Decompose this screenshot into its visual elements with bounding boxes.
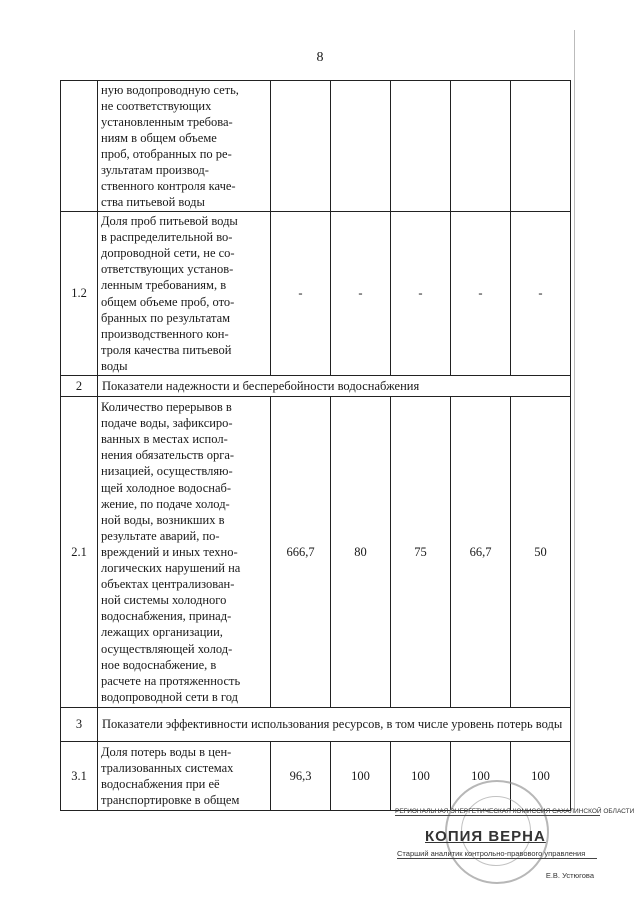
value-cell <box>451 81 511 212</box>
stamp-signer: Е.В. Устюгова <box>545 871 594 880</box>
value-cell: 66,7 <box>451 397 511 708</box>
value-cell <box>391 81 451 212</box>
value-cell: - <box>271 212 331 376</box>
value-cell: 100 <box>331 742 391 811</box>
value-cell: 100 <box>451 742 511 811</box>
section-row <box>61 376 571 397</box>
value-cell <box>331 81 391 212</box>
section-title: Показатели эффективности использования ресурсов, в том числе уровень потерь воды <box>98 708 571 742</box>
row-number <box>61 81 98 212</box>
row-description: Доля проб питьевой воды в распределительной во- допроводной сети, не со- ответствующих установ- ленным требованиям, в общем объеме проб, ото- бранных по результатам производственного кон- троля качества питьевой воды <box>98 212 271 376</box>
indicators-table <box>60 80 571 811</box>
value-cell: - <box>451 212 511 376</box>
value-cell: 75 <box>391 397 451 708</box>
value-cell: 96,3 <box>271 742 331 811</box>
value-cell: - <box>391 212 451 376</box>
row-number: 3.1 <box>61 742 98 811</box>
row-number: 3 <box>61 708 98 742</box>
section-title: Показатели надежности и бесперебойности водоснабжения <box>98 376 571 397</box>
row-number: 2.1 <box>61 397 98 708</box>
row-description: ную водопроводную сеть, не соответствующих установленным требова- ниям в общем объеме проб, отобранных по ре- зультатам производ- ственного контроля каче- ства питьевой воды <box>98 81 271 212</box>
stamp-organization: РЕГИОНАЛЬНАЯ ЭНЕРГЕТИЧЕСКАЯ КОМИССИЯ САХАЛИНСКОЙ ОБЛАСТИ <box>395 808 635 815</box>
value-cell: 666,7 <box>271 397 331 708</box>
table-row <box>61 212 571 376</box>
certification-stamp <box>395 808 635 888</box>
table-row <box>61 81 571 212</box>
value-cell: 80 <box>331 397 391 708</box>
table-row <box>61 397 571 708</box>
margin-line <box>574 30 575 810</box>
value-cell: - <box>511 212 571 376</box>
stamp-position: Старший аналитик контрольно-правового управления <box>397 849 597 859</box>
value-cell: - <box>331 212 391 376</box>
value-cell <box>511 81 571 212</box>
value-cell: 100 <box>391 742 451 811</box>
value-cell: 100 <box>511 742 571 811</box>
row-description: Доля потерь воды в цен- трализованных системах водоснабжения при её транспортировке в общем <box>98 742 271 811</box>
row-description: Количество перерывов в подаче воды, зафиксиро- ванных в местах испол- нения обязательств орга- низацией, осуществляю- щей холодное водоснаб- жение, по подаче холод- ной воды, возникших в результате аварий, по- вреждений и иных техно- логических нарушений на объектах централизован- ной системы холодного водоснабжения, принад- лежащих организации, осуществляющей холод- ное водоснабжение, в расчете на протяженность водопроводной сети в год <box>98 397 271 708</box>
row-number: 1.2 <box>61 212 98 376</box>
value-cell <box>271 81 331 212</box>
value-cell: 50 <box>511 397 571 708</box>
section-row <box>61 708 571 742</box>
page-number: 8 <box>316 50 324 65</box>
stamp-title: КОПИЯ ВЕРНА <box>425 828 546 845</box>
row-number: 2 <box>61 376 98 397</box>
